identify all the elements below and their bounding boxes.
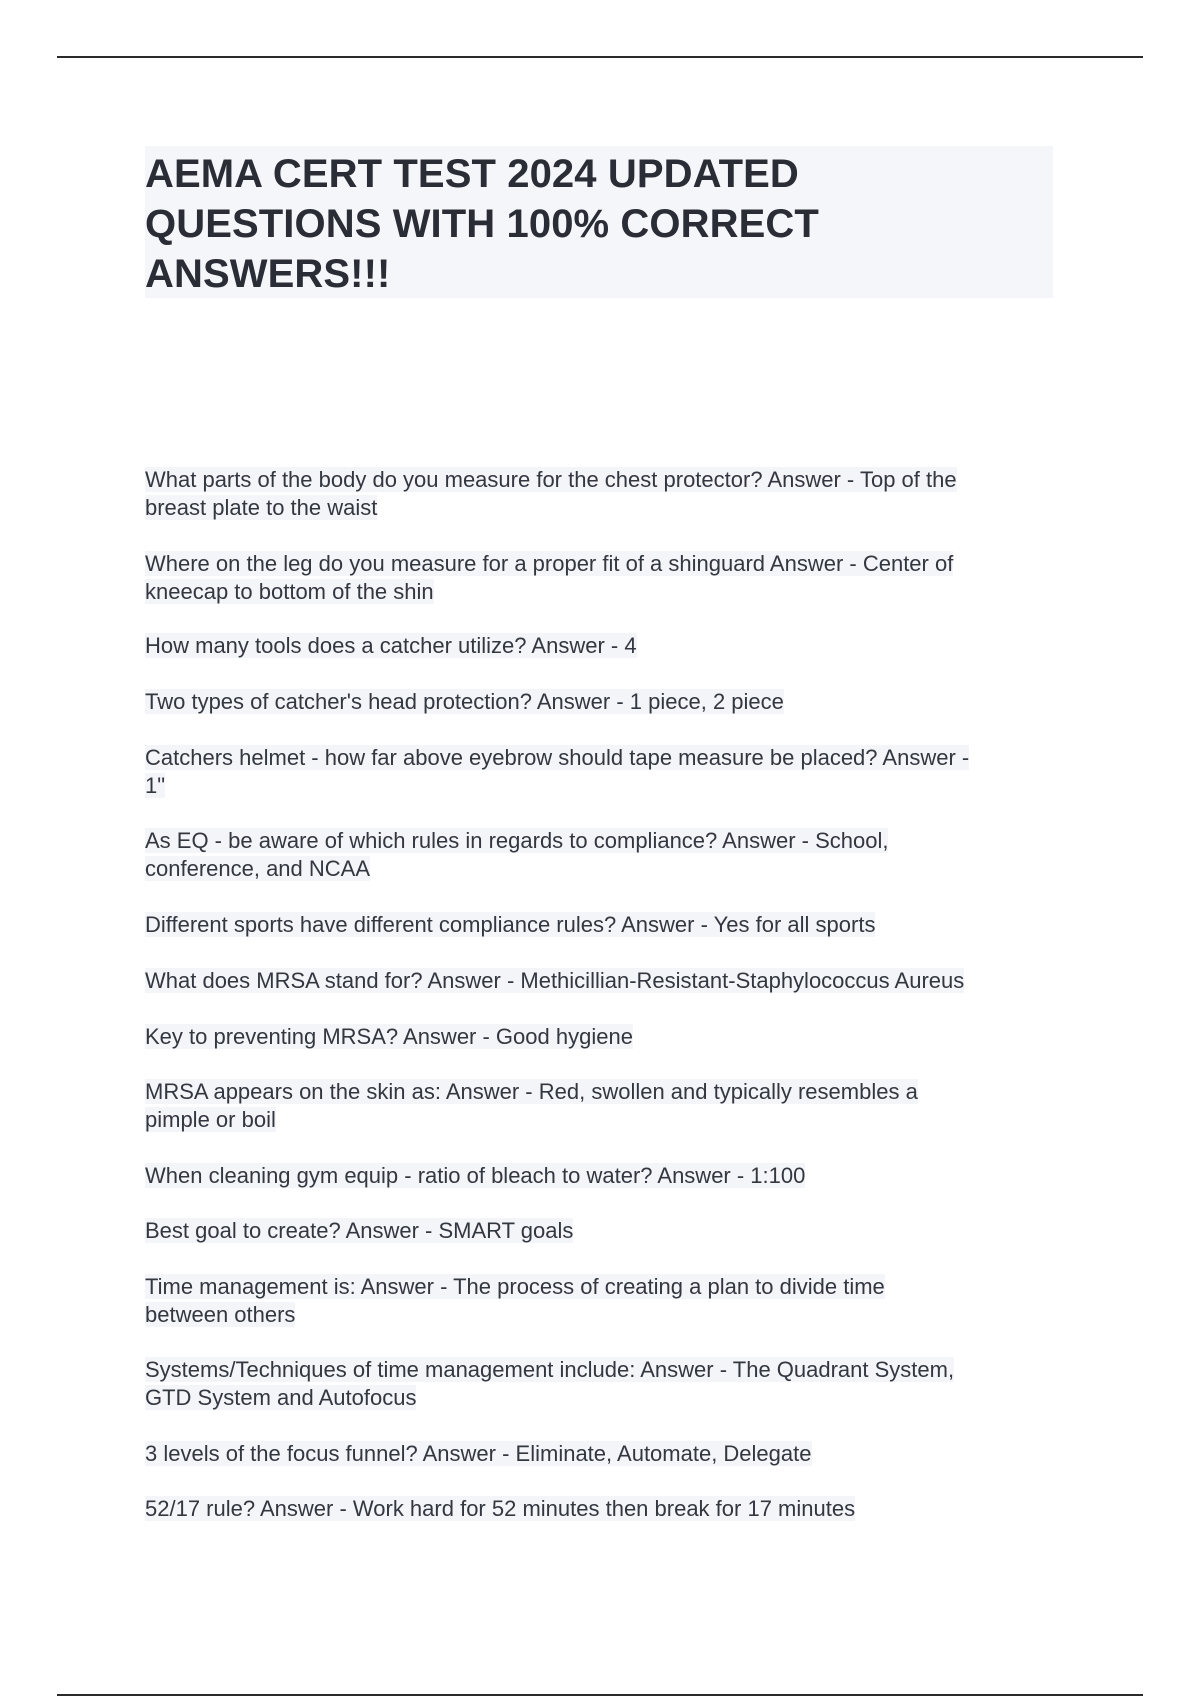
- document-title: [145, 146, 1053, 298]
- qa-item: [145, 1023, 633, 1051]
- qa-item: [145, 1273, 885, 1329]
- qa-item: [145, 466, 957, 522]
- qa-item: [145, 1217, 573, 1245]
- qa-line: When cleaning gym equip - ratio of bleach to water? Answer - 1:100: [145, 1163, 806, 1188]
- qa-item: [145, 1356, 954, 1412]
- qa-line: How many tools does a catcher utilize? Answer - 4: [145, 633, 637, 658]
- qa-line: Systems/Techniques of time management include: Answer - The Quadrant System,: [145, 1357, 955, 1382]
- qa-line: Where on the leg do you measure for a proper fit of a shinguard Answer - Center of: [145, 551, 954, 576]
- qa-item: [145, 1440, 812, 1468]
- qa-line: Different sports have different compliance rules? Answer - Yes for all sports: [145, 912, 876, 937]
- qa-line: Time management is: Answer - The process of creating a plan to divide time: [145, 1274, 885, 1299]
- qa-line: kneecap to bottom of the shin: [145, 579, 434, 604]
- qa-line: Catchers helmet - how far above eyebrow should tape measure be placed? Answer -: [145, 745, 970, 770]
- qa-item: [145, 827, 888, 883]
- qa-line: breast plate to the waist: [145, 495, 378, 520]
- qa-item: [145, 1078, 918, 1134]
- qa-item: [145, 1162, 805, 1190]
- top-divider: [57, 56, 1143, 58]
- qa-item: [145, 550, 953, 606]
- qa-item: [145, 632, 637, 660]
- qa-item: [145, 688, 784, 716]
- qa-line: Best goal to create? Answer - SMART goals: [145, 1218, 574, 1243]
- qa-line: 1": [145, 773, 166, 798]
- qa-line: What does MRSA stand for? Answer - Methicillian-Resistant-Staphylococcus Aureus: [145, 968, 965, 993]
- bottom-divider: [57, 1694, 1143, 1696]
- qa-item: [145, 744, 969, 800]
- qa-line: What parts of the body do you measure for the chest protector? Answer - Top of the: [145, 467, 957, 492]
- qa-line: Key to preventing MRSA? Answer - Good hygiene: [145, 1024, 633, 1049]
- qa-line: 52/17 rule? Answer - Work hard for 52 minutes then break for 17 minutes: [145, 1496, 856, 1521]
- qa-line: As EQ - be aware of which rules in regards to compliance? Answer - School,: [145, 828, 889, 853]
- qa-line: pimple or boil: [145, 1107, 276, 1132]
- qa-line: conference, and NCAA: [145, 856, 371, 881]
- qa-line: between others: [145, 1302, 296, 1327]
- title-line-3: ANSWERS!!!: [145, 252, 391, 296]
- qa-item: [145, 1495, 855, 1523]
- qa-item: [145, 967, 964, 995]
- title-line-1: AEMA CERT TEST 2024 UPDATED: [145, 152, 799, 196]
- title-line-2: QUESTIONS WITH 100% CORRECT: [145, 202, 819, 246]
- qa-item: [145, 911, 875, 939]
- qa-line: Two types of catcher's head protection? Answer - 1 piece, 2 piece: [145, 689, 784, 714]
- qa-line: GTD System and Autofocus: [145, 1385, 417, 1410]
- qa-line: 3 levels of the focus funnel? Answer - Eliminate, Automate, Delegate: [145, 1441, 812, 1466]
- qa-line: MRSA appears on the skin as: Answer - Red, swollen and typically resembles a: [145, 1079, 918, 1104]
